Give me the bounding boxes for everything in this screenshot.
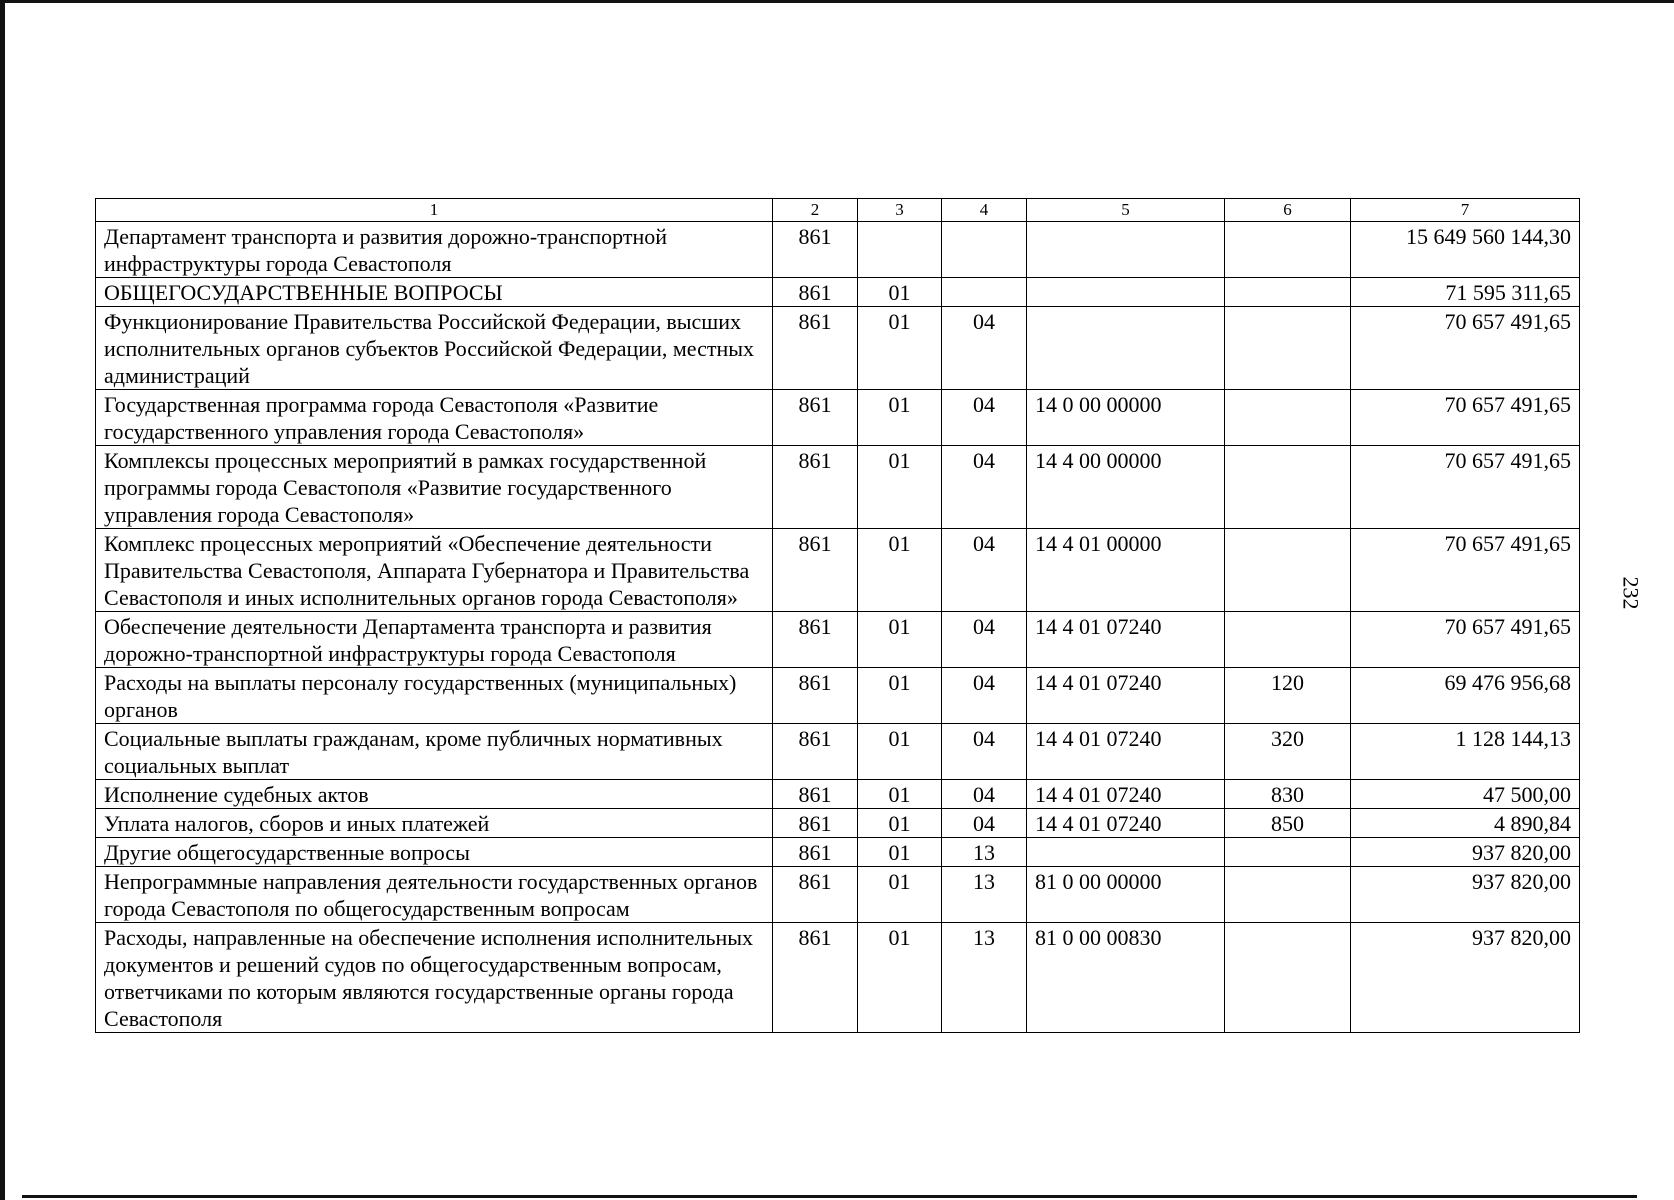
target-article-cell: 14 0 00 00000 xyxy=(1027,390,1225,446)
subsection-code-cell xyxy=(942,278,1027,307)
column-header: 7 xyxy=(1351,199,1580,222)
expense-type-cell xyxy=(1225,923,1351,1033)
section-code-cell: 01 xyxy=(858,307,942,390)
grbs-code-cell: 861 xyxy=(773,809,858,838)
column-header: 3 xyxy=(858,199,942,222)
column-header: 1 xyxy=(96,199,773,222)
amount-cell: 937 820,00 xyxy=(1351,867,1580,923)
target-article-cell: 14 4 01 07240 xyxy=(1027,780,1225,809)
expense-type-cell xyxy=(1225,838,1351,867)
row-name-cell: ОБЩЕГОСУДАРСТВЕННЫЕ ВОПРОСЫ xyxy=(96,278,773,307)
column-header: 5 xyxy=(1027,199,1225,222)
row-name-cell: Функционирование Правительства Российской Федерации, высших исполнительных органов субъектов Российской Федерации, местных администраций xyxy=(96,307,773,390)
expense-type-cell: 850 xyxy=(1225,809,1351,838)
table-row xyxy=(96,838,1580,867)
expense-type-cell xyxy=(1225,612,1351,668)
expense-type-cell: 830 xyxy=(1225,780,1351,809)
amount-cell: 47 500,00 xyxy=(1351,780,1580,809)
table-row xyxy=(96,222,1580,278)
target-article-cell: 81 0 00 00830 xyxy=(1027,923,1225,1033)
amount-cell: 4 890,84 xyxy=(1351,809,1580,838)
grbs-code-cell: 861 xyxy=(773,307,858,390)
amount-cell: 15 649 560 144,30 xyxy=(1351,222,1580,278)
row-name-cell: Комплекс процессных мероприятий «Обеспечение деятельности Правительства Севастополя, Аппарата Губернатора и Правительства Севастополя и иных исполнительных органов города Севастополя» xyxy=(96,529,773,612)
subsection-code-cell: 04 xyxy=(942,446,1027,529)
row-name-cell: Расходы на выплаты персоналу государственных (муниципальных) органов xyxy=(96,668,773,724)
grbs-code-cell: 861 xyxy=(773,612,858,668)
subsection-code-cell: 04 xyxy=(942,390,1027,446)
section-code-cell: 01 xyxy=(858,529,942,612)
grbs-code-cell: 861 xyxy=(773,222,858,278)
section-code-cell: 01 xyxy=(858,390,942,446)
grbs-code-cell: 861 xyxy=(773,724,858,780)
grbs-code-cell: 861 xyxy=(773,838,858,867)
amount-cell: 937 820,00 xyxy=(1351,838,1580,867)
grbs-code-cell: 861 xyxy=(773,278,858,307)
row-name-cell: Департамент транспорта и развития дорожно-транспортной инфраструктуры города Севастополя xyxy=(96,222,773,278)
target-article-cell xyxy=(1027,307,1225,390)
section-code-cell: 01 xyxy=(858,923,942,1033)
scan-edge-bottom xyxy=(22,1195,1637,1198)
expense-type-cell xyxy=(1225,278,1351,307)
section-code-cell: 01 xyxy=(858,809,942,838)
section-code-cell: 01 xyxy=(858,780,942,809)
subsection-code-cell xyxy=(942,222,1027,278)
column-header: 2 xyxy=(773,199,858,222)
subsection-code-cell: 04 xyxy=(942,612,1027,668)
row-name-cell: Государственная программа города Севастополя «Развитие государственного управления города Севастополя» xyxy=(96,390,773,446)
section-code-cell: 01 xyxy=(858,446,942,529)
table-header-row xyxy=(96,199,1580,222)
amount-cell: 1 128 144,13 xyxy=(1351,724,1580,780)
table-row xyxy=(96,390,1580,446)
amount-cell: 70 657 491,65 xyxy=(1351,307,1580,390)
target-article-cell: 14 4 01 00000 xyxy=(1027,529,1225,612)
section-code-cell: 01 xyxy=(858,838,942,867)
table-row xyxy=(96,529,1580,612)
table-row xyxy=(96,668,1580,724)
section-code-cell xyxy=(858,222,942,278)
table-row xyxy=(96,780,1580,809)
table-row xyxy=(96,446,1580,529)
expense-type-cell xyxy=(1225,867,1351,923)
expense-type-cell: 320 xyxy=(1225,724,1351,780)
table-row xyxy=(96,307,1580,390)
grbs-code-cell: 861 xyxy=(773,446,858,529)
grbs-code-cell: 861 xyxy=(773,780,858,809)
table-body xyxy=(96,222,1580,1033)
target-article-cell: 81 0 00 00000 xyxy=(1027,867,1225,923)
amount-cell: 937 820,00 xyxy=(1351,923,1580,1033)
subsection-code-cell: 04 xyxy=(942,529,1027,612)
amount-cell: 69 476 956,68 xyxy=(1351,668,1580,724)
expense-type-cell xyxy=(1225,446,1351,529)
section-code-cell: 01 xyxy=(858,612,942,668)
target-article-cell xyxy=(1027,278,1225,307)
row-name-cell: Комплексы процессных мероприятий в рамках государственной программы города Севастополя «Развитие государственного управления города Севастополя» xyxy=(96,446,773,529)
subsection-code-cell: 04 xyxy=(942,724,1027,780)
expense-type-cell xyxy=(1225,307,1351,390)
amount-cell: 70 657 491,65 xyxy=(1351,446,1580,529)
amount-cell: 70 657 491,65 xyxy=(1351,529,1580,612)
target-article-cell: 14 4 01 07240 xyxy=(1027,809,1225,838)
budget-table xyxy=(95,198,1580,1033)
table-row xyxy=(96,724,1580,780)
row-name-cell: Непрограммные направления деятельности государственных органов города Севастополя по общегосударственным вопросам xyxy=(96,867,773,923)
row-name-cell: Социальные выплаты гражданам, кроме публичных нормативных социальных выплат xyxy=(96,724,773,780)
row-name-cell: Другие общегосударственные вопросы xyxy=(96,838,773,867)
target-article-cell: 14 4 00 00000 xyxy=(1027,446,1225,529)
section-code-cell: 01 xyxy=(858,867,942,923)
target-article-cell: 14 4 01 07240 xyxy=(1027,668,1225,724)
page-number: 232 xyxy=(1618,576,1644,610)
grbs-code-cell: 861 xyxy=(773,923,858,1033)
section-code-cell: 01 xyxy=(858,668,942,724)
expense-type-cell xyxy=(1225,222,1351,278)
table-row xyxy=(96,923,1580,1033)
row-name-cell: Исполнение судебных актов xyxy=(96,780,773,809)
section-code-cell: 01 xyxy=(858,278,942,307)
subsection-code-cell: 04 xyxy=(942,780,1027,809)
amount-cell: 71 595 311,65 xyxy=(1351,278,1580,307)
table-row xyxy=(96,612,1580,668)
column-header: 4 xyxy=(942,199,1027,222)
row-name-cell: Уплата налогов, сборов и иных платежей xyxy=(96,809,773,838)
table-row xyxy=(96,278,1580,307)
table-row xyxy=(96,809,1580,838)
subsection-code-cell: 13 xyxy=(942,838,1027,867)
grbs-code-cell: 861 xyxy=(773,529,858,612)
grbs-code-cell: 861 xyxy=(773,867,858,923)
row-name-cell: Обеспечение деятельности Департамента транспорта и развития дорожно-транспортной инфраструктуры города Севастополя xyxy=(96,612,773,668)
table-row xyxy=(96,867,1580,923)
grbs-code-cell: 861 xyxy=(773,668,858,724)
target-article-cell xyxy=(1027,222,1225,278)
amount-cell: 70 657 491,65 xyxy=(1351,612,1580,668)
subsection-code-cell: 04 xyxy=(942,668,1027,724)
subsection-code-cell: 04 xyxy=(942,809,1027,838)
scan-edge-left xyxy=(0,0,5,1200)
expense-type-cell xyxy=(1225,390,1351,446)
grbs-code-cell: 861 xyxy=(773,390,858,446)
section-code-cell: 01 xyxy=(858,724,942,780)
subsection-code-cell: 13 xyxy=(942,923,1027,1033)
target-article-cell: 14 4 01 07240 xyxy=(1027,724,1225,780)
target-article-cell: 14 4 01 07240 xyxy=(1027,612,1225,668)
row-name-cell: Расходы, направленные на обеспечение исполнения исполнительных документов и решений судов по общегосударственным вопросам, ответчиками по которым являются государственные органы города Севастополя xyxy=(96,923,773,1033)
column-header: 6 xyxy=(1225,199,1351,222)
expense-type-cell xyxy=(1225,529,1351,612)
scan-edge-top xyxy=(0,0,1674,3)
target-article-cell xyxy=(1027,838,1225,867)
expense-type-cell: 120 xyxy=(1225,668,1351,724)
subsection-code-cell: 13 xyxy=(942,867,1027,923)
amount-cell: 70 657 491,65 xyxy=(1351,390,1580,446)
subsection-code-cell: 04 xyxy=(942,307,1027,390)
